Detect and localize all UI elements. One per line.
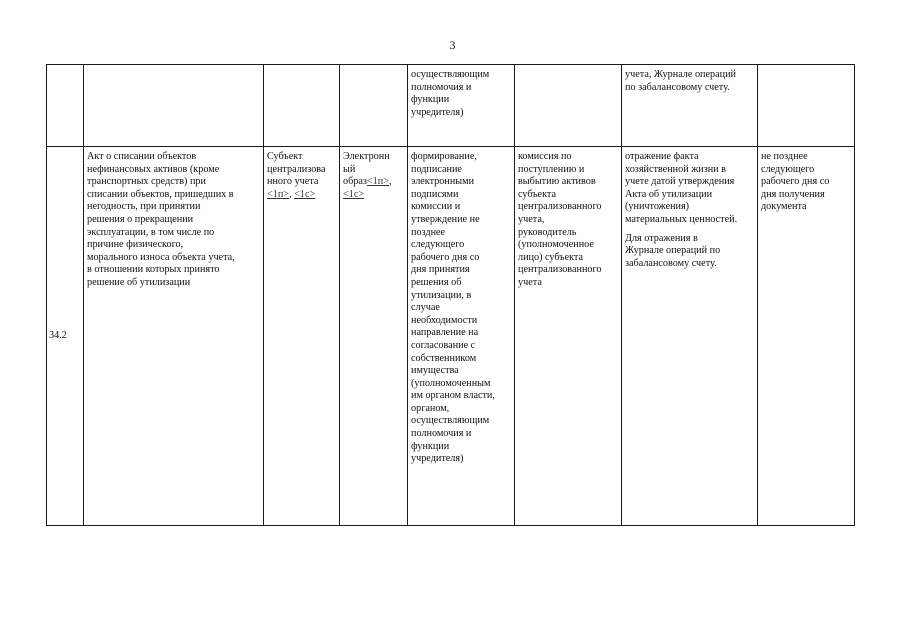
text-line: централизова bbox=[267, 163, 326, 175]
text-line: Электронн bbox=[343, 151, 390, 162]
text-line: Акт о списании объектов bbox=[87, 151, 197, 162]
text-line: решения об bbox=[411, 276, 462, 288]
form-prefix: образ bbox=[343, 176, 367, 188]
text-line: учета, Журнале операций bbox=[625, 69, 737, 80]
text-line: следующего bbox=[761, 163, 815, 175]
cell-procedure bbox=[408, 65, 515, 147]
text-line: необходимости bbox=[411, 314, 478, 326]
paragraph bbox=[625, 233, 754, 271]
cell-creator bbox=[264, 65, 340, 147]
text-line: поступлению и bbox=[518, 163, 585, 175]
cell-number bbox=[47, 65, 84, 147]
text-line: органом, bbox=[411, 402, 450, 414]
page-number: 3 bbox=[449, 38, 456, 52]
text-line: не позднее bbox=[761, 151, 808, 162]
text-line: учета bbox=[518, 276, 542, 288]
text-line: субъекта bbox=[518, 188, 556, 200]
text-line: позднее bbox=[411, 226, 446, 238]
cell-document-name bbox=[84, 147, 264, 526]
text-line: лицо) субъекта bbox=[518, 251, 583, 263]
text-line: морального износа объекта учета, bbox=[87, 251, 235, 263]
text-line: полномочия и bbox=[411, 428, 472, 440]
text-line: утилизации, в bbox=[411, 289, 472, 301]
text-line: транспортных средств) при bbox=[87, 176, 206, 188]
text-line: решения о прекращении bbox=[87, 213, 194, 225]
text-line: комиссии и bbox=[411, 201, 461, 213]
cell-deadline bbox=[758, 65, 855, 147]
text-line: осуществляющим bbox=[411, 69, 490, 80]
text-line: централизованного bbox=[518, 201, 602, 213]
text-line bbox=[343, 176, 404, 189]
text-line: (уполномоченное bbox=[518, 239, 594, 251]
text-line: учредителя) bbox=[411, 106, 464, 118]
text-line: Субъект bbox=[267, 151, 303, 162]
text-line bbox=[343, 189, 404, 202]
cell-responsible bbox=[515, 65, 622, 147]
text-line: хозяйственной жизни в bbox=[625, 163, 726, 175]
text-line: формирование, bbox=[411, 151, 477, 162]
text-line: согласование с bbox=[411, 339, 476, 351]
text-line: по забалансовому счету. bbox=[625, 81, 730, 93]
text-line: руководитель bbox=[518, 226, 577, 238]
cell-document-name bbox=[84, 65, 264, 147]
text-line: ый bbox=[343, 163, 356, 175]
text-line: направление на bbox=[411, 327, 479, 339]
text-line: учета, bbox=[518, 213, 545, 225]
text-line: забалансовому счету. bbox=[625, 257, 717, 269]
text-line: следующего bbox=[411, 239, 465, 251]
text-line: (уполномоченным bbox=[411, 377, 491, 389]
text-line: (уничтожения) bbox=[625, 201, 690, 213]
text-line: рабочего дня со bbox=[761, 176, 830, 188]
text-line: документа bbox=[761, 201, 807, 213]
text-line: случае bbox=[411, 302, 440, 314]
text-line: негодность, при принятии bbox=[87, 201, 201, 213]
text-line: Для отражения в bbox=[625, 232, 698, 244]
text-line: выбытию активов bbox=[518, 176, 596, 188]
text-line: эксплуатации, в том числе по bbox=[87, 226, 215, 238]
cell-number: 34.2 bbox=[47, 147, 84, 526]
text-line: подписями bbox=[411, 188, 459, 200]
text-line: функции bbox=[411, 94, 450, 106]
table-row-34-2 bbox=[47, 147, 855, 526]
text-line: электронными bbox=[411, 176, 475, 188]
footnote-link-1p[interactable]: <1п> bbox=[366, 176, 389, 188]
cell-reflection bbox=[622, 65, 758, 147]
cell-form bbox=[340, 147, 408, 526]
cell-reflection bbox=[622, 147, 758, 526]
text-line: рабочего дня со bbox=[411, 251, 480, 263]
register-table bbox=[46, 64, 855, 526]
text-line: списании объектов, пришедших в bbox=[87, 188, 234, 200]
text-line: подписание bbox=[411, 163, 462, 175]
text-line: в отношении которых принято bbox=[87, 264, 220, 276]
text-line: осуществляющим bbox=[411, 415, 490, 427]
text-line: имущества bbox=[411, 365, 459, 377]
text-line: дня принятия bbox=[411, 264, 470, 276]
text-line: нефинансовых активов (кроме bbox=[87, 163, 220, 175]
text-line bbox=[267, 189, 336, 202]
cell-deadline bbox=[758, 147, 855, 526]
footnote-link-1c[interactable]: <1с> bbox=[343, 188, 365, 200]
text-line: материальных ценностей. bbox=[625, 213, 738, 225]
text-line: Журнале операций по bbox=[625, 245, 721, 257]
text-line: собственником bbox=[411, 352, 477, 364]
separator: , bbox=[388, 176, 392, 188]
table-row-continuation bbox=[47, 65, 855, 147]
separator: , bbox=[289, 188, 295, 200]
text-line: Акта об утилизации bbox=[625, 188, 713, 200]
footnote-link-1c[interactable]: <1с> bbox=[294, 188, 316, 200]
cell-form bbox=[340, 65, 408, 147]
text-line: отражение факта bbox=[625, 151, 699, 162]
text-line: комиссия по bbox=[518, 151, 572, 162]
text-line: причине физического, bbox=[87, 239, 184, 251]
cell-creator bbox=[264, 147, 340, 526]
text-line: учредителя) bbox=[411, 453, 464, 465]
cell-procedure bbox=[408, 147, 515, 526]
text-line: нного учета bbox=[267, 176, 319, 188]
text-line: функции bbox=[411, 440, 450, 452]
text-line: им органом власти, bbox=[411, 390, 495, 402]
text-line: полномочия и bbox=[411, 81, 472, 93]
text-line: утверждение не bbox=[411, 213, 480, 225]
text-line: централизованного bbox=[518, 264, 602, 276]
text-line: решение об утилизации bbox=[87, 276, 191, 288]
text-line: дня получения bbox=[761, 188, 825, 200]
footnote-link-1p[interactable]: <1п> bbox=[267, 188, 290, 200]
paragraph bbox=[625, 151, 754, 227]
text-line: учете датой утверждения bbox=[625, 176, 735, 188]
cell-responsible bbox=[515, 147, 622, 526]
